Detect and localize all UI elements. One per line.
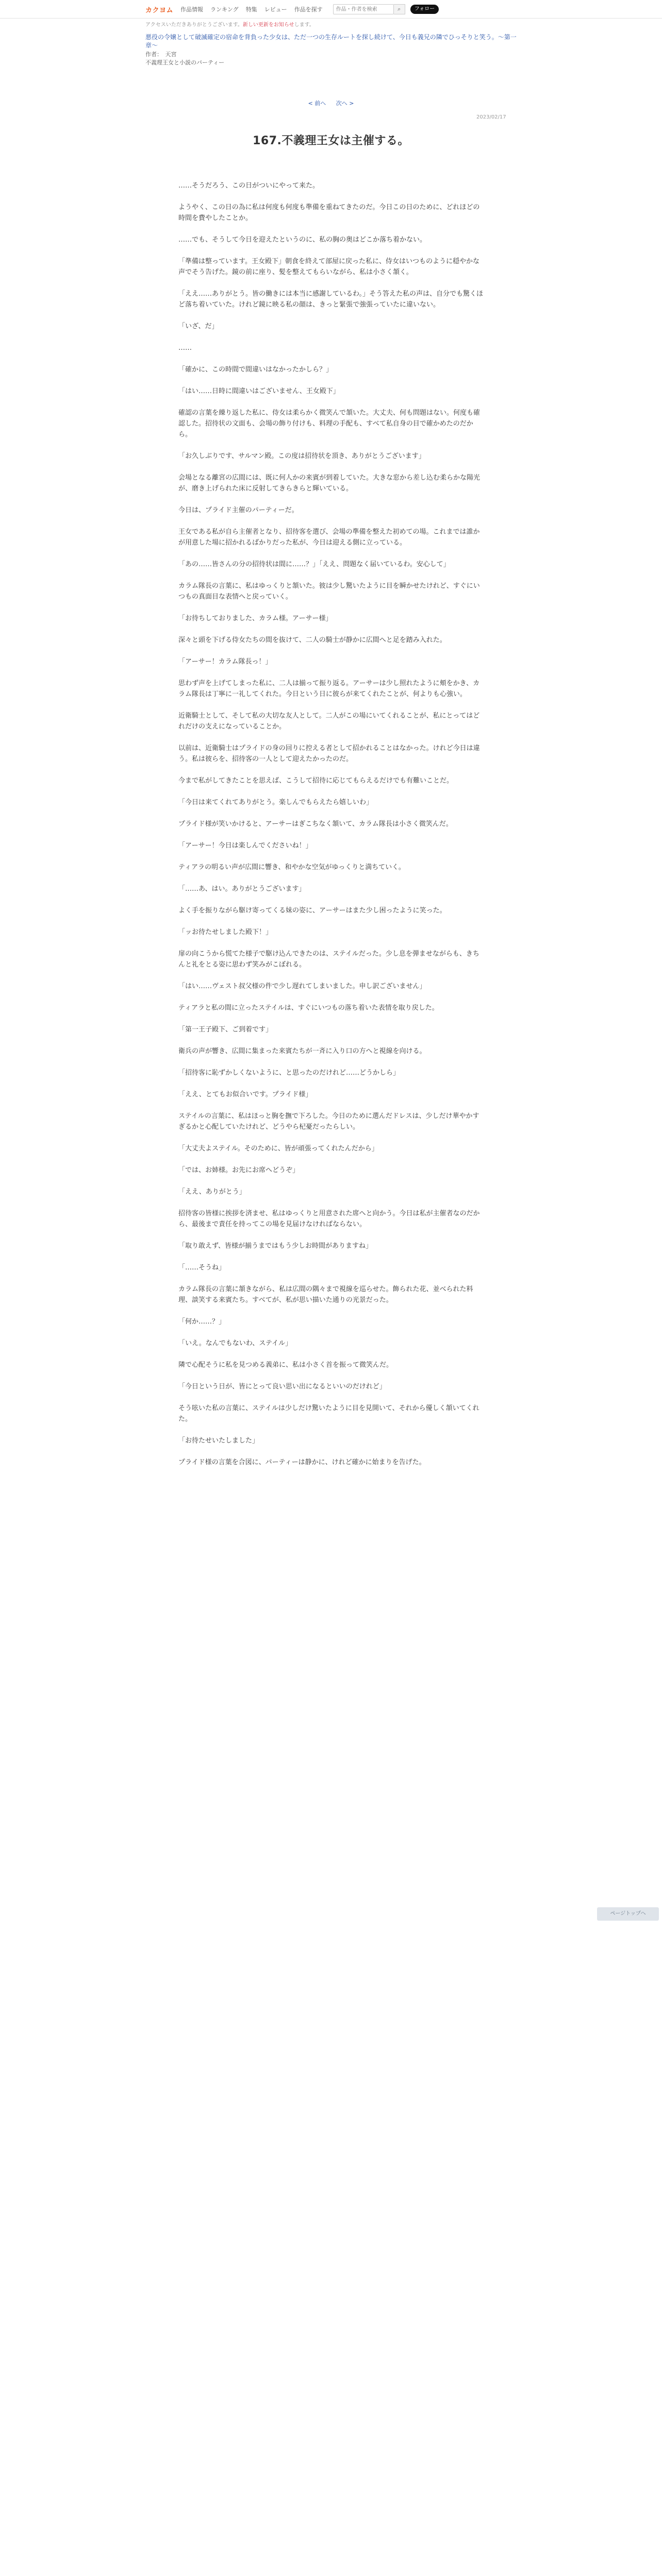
top-navigation-bar [0, 0, 662, 19]
novel-paragraph: 「確かに、この時間で間違いはなかったかしら？」 [178, 366, 333, 374]
novel-body [178, 180, 484, 1479]
novel-paragraph: 「ッお待たせしました殿下！」 [178, 928, 273, 936]
novel-paragraph: 「お待たせいたしました」 [178, 1437, 259, 1445]
novel-paragraph: 「何か……？」 [178, 1318, 226, 1326]
novel-paragraph: ティアラの明るい声が広間に響き、和やかな空気がゆっくりと満ちていく。 [178, 863, 405, 871]
novel-paragraph: 王女である私が自ら主催者となり、招待客を選び、会場の準備を整えた初めての場。これまでは誰かが用意した場に招かれるばかりだった私が、今日は迎える側に立っている。 [178, 528, 480, 547]
novel-paragraph: ようやく、この日の為に私は何度も何度も準備を重ねてきたのだ。今日この日のために、どれほどの時間を費やしたことか。 [178, 204, 480, 222]
prev-episode-link[interactable]: < 前へ [308, 100, 326, 107]
novel-paragraph: ステイルの言葉に、私はほっと胸を撫で下ろした。今日のために選んだドレスは、少しだけ華やかすぎるかと心配していたけれど、どうやら杞憂だったらしい。 [178, 1112, 479, 1131]
novel-paragraph: 深々と頭を下げる侍女たちの間を抜けて、二人の騎士が静かに広間へと足を踏み入れた。 [178, 636, 446, 644]
novel-paragraph: 「招待客に恥ずかしくないように、と思ったのだけれど……どうかしら」 [178, 1069, 400, 1077]
novel-paragraph: 確認の言葉を繰り返した私に、侍女は柔らかく微笑んで頷いた。大丈夫、何も問題はない。何度も確認した。招待状の文面も、会場の飾り付けも、料理の手配も、すべて私自身の目で確かめたのだから。 [178, 409, 481, 438]
novel-paragraph: 「お久しぶりです、サルマン殿。この度は招待状を頂き、ありがとうございます」 [178, 452, 425, 460]
notice-link[interactable]: 新しい更新をお知らせ [242, 22, 294, 28]
novel-paragraph: カラム隊長の言葉に頷きながら、私は広間の隅々まで視線を巡らせた。飾られた花、並べられた料理、談笑する来賓たち。すべてが、私が思い描いた通りの光景だった。 [178, 1285, 473, 1304]
novel-paragraph: 「取り敢えず、皆様が揃うまではもう少しお時間がありますね」 [178, 1242, 372, 1250]
top-navigation-inner [145, 0, 517, 19]
nav-link-ranking[interactable]: ランキング [210, 6, 239, 13]
novel-paragraph: 「アーサー！カラム隊長っ！」 [178, 658, 272, 666]
nav-link-info[interactable]: 作品情報 [180, 6, 204, 13]
novel-paragraph: 「いざ、だ」 [178, 323, 219, 330]
novel-paragraph: プライド様が笑いかけると、アーサーはぎこちなく頷いて、カラム隊長は小さく微笑んだ。 [178, 820, 453, 828]
novel-paragraph: 「ええ、ありがとう」 [178, 1188, 246, 1196]
nav-link-feature[interactable]: 特集 [245, 6, 257, 13]
author-name[interactable]: 作者： 天宮 [145, 51, 177, 58]
novel-paragraph: ティアラと私の間に立ったステイルは、すぐにいつもの落ち着いた表情を取り戻した。 [178, 1004, 439, 1012]
novel-paragraph: 「……あ、はい。ありがとうございます」 [178, 885, 306, 893]
novel-paragraph: ……そうだろう、この日がついにやって来た。 [178, 182, 320, 190]
novel-paragraph: 以前は、近衛騎士はプライドの身の回りに控える者として招かれることはなかった。けれど今日は違う。私は彼らを、招待客の一人として迎えたかったのだ。 [178, 744, 480, 763]
novel-paragraph: 「大丈夫よステイル。そのために、皆が頑張ってくれたんだから」 [178, 1145, 378, 1153]
novel-paragraph: よく手を振りながら駆け寄ってくる妹の姿に、アーサーはまた少し困ったように笑った。 [178, 907, 446, 914]
novel-paragraph: プライド様の言葉を合図に、パーティーは静かに、けれど確かに始まりを告げた。 [178, 1459, 426, 1466]
update-notice: アクセスいただきありがとうございます。新しい更新をお知らせします。 [145, 22, 315, 28]
novel-paragraph: 会場となる離宮の広間には、既に何人かの来賓が到着していた。大きな窓から差し込む柔らかな陽光が、磨き上げられた床に反射してきらきらと輝いている。 [178, 474, 481, 493]
novel-paragraph: 「いえ。なんでもないわ、ステイル」 [178, 1340, 292, 1347]
novel-paragraph: 「ええ、とてもお似合いです。プライド様」 [178, 1091, 312, 1098]
novel-paragraph: 扉の向こうから慌てた様子で駆け込んできたのは、ステイルだった。少し息を弾ませながらも、きちんと礼をとる姿に思わず笑みがこぼれる。 [178, 950, 479, 969]
novel-paragraph: 思わず声を上げてしまった私に、二人は揃って振り返る。アーサーは少し照れたように頬をかき、カラム隊長は丁寧に一礼してくれた。今日という日に彼らが来てくれたことが、何よりも心強い。 [178, 680, 480, 698]
follow-button[interactable]: フォロー [410, 5, 439, 14]
novel-paragraph: …… [178, 344, 192, 352]
novel-paragraph: 「……そうね」 [178, 1264, 226, 1272]
work-header [145, 21, 517, 67]
novel-paragraph: カラム隊長の言葉に、私はゆっくりと頷いた。彼は少し驚いたように目を瞬かせたけれど、すぐにいつもの真面目な表情へと戻っていく。 [178, 582, 480, 601]
novel-paragraph: 「はい……ヴェスト叔父様の件で少し遅れてしまいました。申し訳ございません」 [178, 982, 426, 990]
episode-title: 167.不義理王女は主催する。 [253, 134, 409, 147]
novel-paragraph: 「ええ……ありがとう。皆の働きには本当に感謝しているわ。」そう答えた私の声は、自分でも驚くほど落ち着いていた。けれど鏡に映る私の顔は、きっと緊張で強張っていたに違いない。 [178, 290, 483, 309]
novel-paragraph: 招待客の皆様に挨拶を済ませ、私はゆっくりと用意された席へと向かう。今日は私が主催者なのだから、最後まで責任を持ってこの場を見届けなければならない。 [178, 1210, 480, 1228]
novel-paragraph: 「あの……皆さんの分の招待状は間に……？」「ええ、問題なく届いているわ。安心して」 [178, 561, 450, 568]
chapter-group-title: 不義理王女と小説のパーティー [145, 59, 225, 66]
novel-paragraph: 衛兵の声が響き、広間に集まった来賓たちが一斉に入り口の方へと視線を向ける。 [178, 1047, 426, 1055]
novel-paragraph: 「準備は整っています。王女殿下」朝食を終えて部屋に戻った私に、侍女はいつものように穏やかな声でそう告げた。鏡の前に座り、髪を整えてもらいながら、私は小さく頷く。 [178, 258, 479, 276]
novel-paragraph: ……でも、そうして今日を迎えたというのに、私の胸の奥はどこか落ち着かない。 [178, 236, 427, 244]
novel-paragraph: 隣で心配そうに私を見つめる義弟に、私は小さく首を振って微笑んだ。 [178, 1361, 393, 1369]
novel-paragraph: 「アーサー！今日は楽しんでくださいね！」 [178, 842, 312, 850]
work-title-link[interactable]: 悪役の令嬢として破滅確定の宿命を背負った少女は、ただ一つの生存ルートを探し続けて、今日も義兄の隣でひっそりと笑う。〜第一章〜 [145, 33, 517, 49]
nav-link-explore[interactable]: 作品を探す [294, 6, 323, 13]
novel-paragraph: 「では、お姉様。お先にお席へどうぞ」 [178, 1166, 300, 1174]
nav-link-review[interactable]: レビュー [264, 6, 287, 13]
episode-pager [0, 99, 662, 107]
novel-paragraph: そう呟いた私の言葉に、ステイルは少しだけ驚いたように目を見開いて、それから優しく頷いてくれた。 [178, 1404, 479, 1423]
novel-paragraph: 「今日という日が、皆にとって良い思い出になるといいのだけれど」 [178, 1383, 386, 1391]
novel-paragraph: 今まで私がしてきたことを思えば、こうして招待に応じてもらえるだけでも有難いことだ。 [178, 777, 454, 785]
page-top-button[interactable]: ページトップへ [597, 1907, 659, 1921]
publish-date: 2023/02/17 [476, 114, 506, 120]
novel-paragraph: 「お待ちしておりました、カラム様。アーサー様」 [178, 615, 333, 622]
novel-paragraph: 今日は、プライド主催のパーティーだ。 [178, 506, 299, 514]
novel-paragraph: 「第一王子殿下、ご到着です」 [178, 1026, 273, 1033]
search-icon[interactable]: ⌕ [394, 4, 405, 14]
novel-paragraph: 近衛騎士として、そして私の大切な友人として。二人がこの場にいてくれることが、私にとってはどれだけの支えになっていることか。 [178, 712, 480, 731]
next-episode-link[interactable]: 次へ > [336, 100, 354, 107]
search-input[interactable] [333, 4, 394, 14]
site-logo[interactable]: カクヨム [145, 6, 174, 14]
novel-paragraph: 「今日は来てくれてありがとう。楽しんでもらえたら嬉しいわ」 [178, 799, 373, 806]
novel-paragraph: 「はい……日時に間違いはございません、王女殿下」 [178, 387, 340, 395]
